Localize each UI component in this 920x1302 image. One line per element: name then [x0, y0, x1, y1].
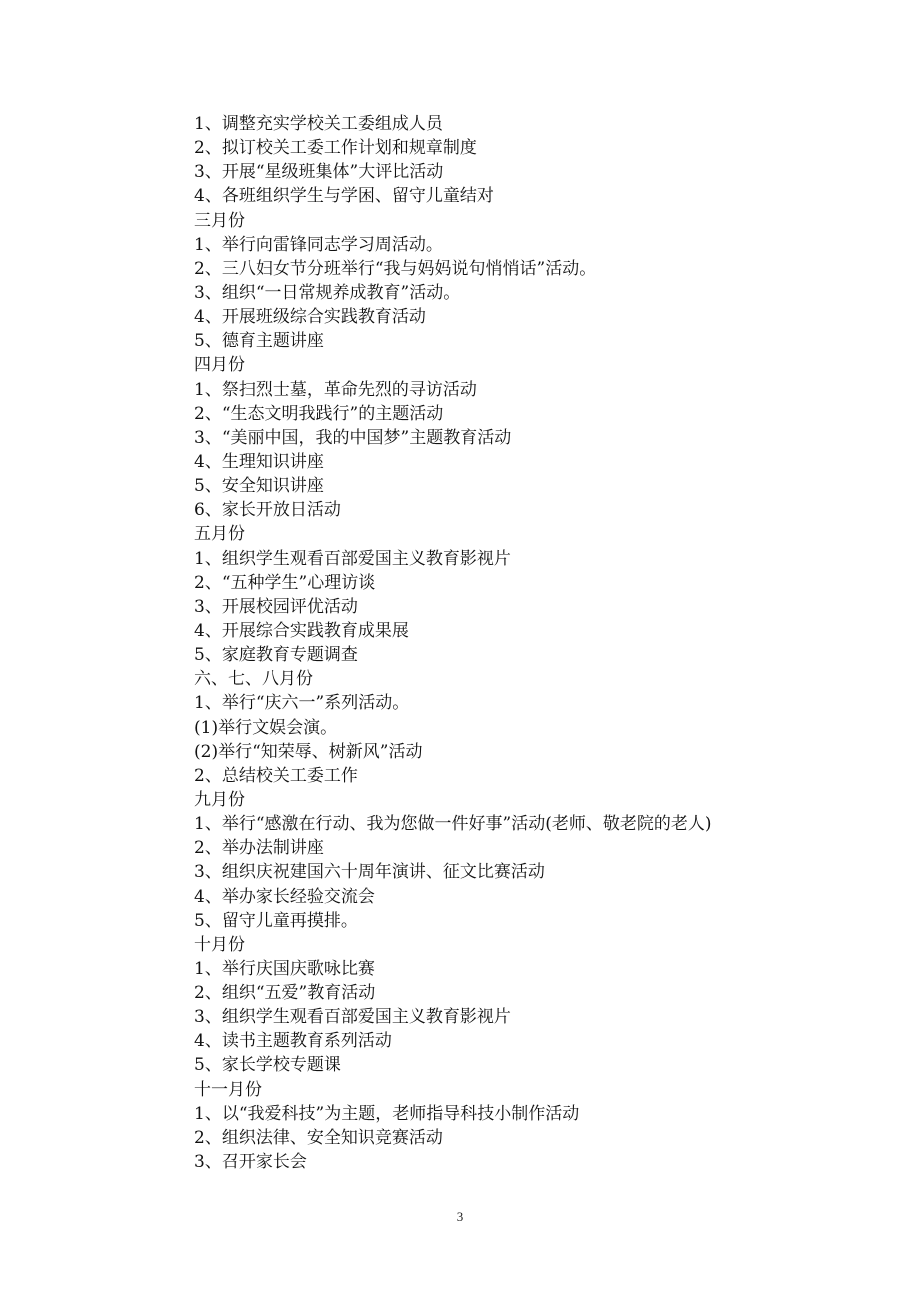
text-line: 四月份: [194, 355, 245, 376]
text-line: 3、组织庆祝建国六十周年演讲、征文比赛活动: [194, 862, 545, 883]
text-line: 5、家庭教育专题调查: [194, 645, 358, 666]
text-line: 5、安全知识讲座: [194, 476, 324, 497]
text-line: 2、“生态文明我践行”的主题活动: [194, 403, 444, 424]
text-line: 1、以“我爱科技”为主题，老师指导科技小制作活动: [194, 1103, 580, 1124]
text-line: 三月份: [194, 210, 245, 231]
text-line: 5、德育主题讲座: [194, 331, 324, 352]
text-line: (1)举行文娱会演。: [194, 717, 338, 738]
text-line: 九月份: [194, 789, 245, 810]
text-line: (2)举行“知荣辱、树新风”活动: [194, 741, 423, 762]
text-line: 4、各班组织学生与学困、留守儿童结对: [194, 186, 494, 207]
text-line: 2、总结校关工委工作: [194, 765, 358, 786]
text-line: 3、开展校园评优活动: [194, 596, 358, 617]
text-line: 五月份: [194, 524, 245, 545]
text-line: 4、读书主题教育系列活动: [194, 1031, 392, 1052]
text-line: 1、举行向雷锋同志学习周活动。: [194, 234, 443, 255]
text-line: 2、三八妇女节分班举行“我与妈妈说句悄悄话”活动。: [194, 258, 597, 279]
text-line: 4、生理知识讲座: [194, 451, 324, 472]
text-line: 2、组织“五爱”教育活动: [194, 983, 376, 1004]
text-line: 6、家长开放日活动: [194, 500, 341, 521]
text-line: 1、祭扫烈士墓，革命先烈的寻访活动: [194, 379, 477, 400]
text-line: 3、开展“星级班集体”大评比活动: [194, 162, 444, 183]
document-body: [194, 112, 834, 1174]
text-line: 1、调整充实学校关工委组成人员: [194, 114, 443, 134]
text-line: 2、举办法制讲座: [194, 838, 324, 859]
text-line: 1、举行“感激在行动、我为您做一件好事”活动(老师、敬老院的老人): [194, 814, 712, 835]
text-line: 3、组织学生观看百部爱国主义教育影视片: [194, 1007, 511, 1028]
text-line: 4、开展班级综合实践教育活动: [194, 307, 426, 328]
text-line: 2、“五种学生”心理访谈: [194, 572, 376, 593]
page-number: 3: [456, 1209, 464, 1224]
text-line: 2、组织法律、安全知识竞赛活动: [194, 1127, 443, 1148]
text-line: 3、召开家长会: [194, 1152, 307, 1173]
text-line: 4、举办家长经验交流会: [194, 886, 375, 907]
text-line: 十月份: [194, 934, 245, 955]
text-line: 六、七、八月份: [194, 669, 313, 690]
text-line: 5、留守儿童再摸排。: [194, 910, 358, 931]
text-line: 5、家长学校专题课: [194, 1055, 341, 1076]
text-line: 3、组织“一日常规养成教育”活动。: [194, 282, 461, 303]
text-line: 1、组织学生观看百部爱国主义教育影视片: [194, 548, 511, 569]
text-line: 4、开展综合实践教育成果展: [194, 620, 409, 641]
text-line: 1、举行庆国庆歌咏比赛: [194, 958, 375, 979]
text-line: 2、拟订校关工委工作计划和规章制度: [194, 138, 477, 159]
text-line: 3、“美丽中国，我的中国梦”主题教育活动: [194, 427, 512, 448]
text-line: 1、举行“庆六一”系列活动。: [194, 693, 410, 714]
text-line: 十一月份: [194, 1079, 262, 1100]
